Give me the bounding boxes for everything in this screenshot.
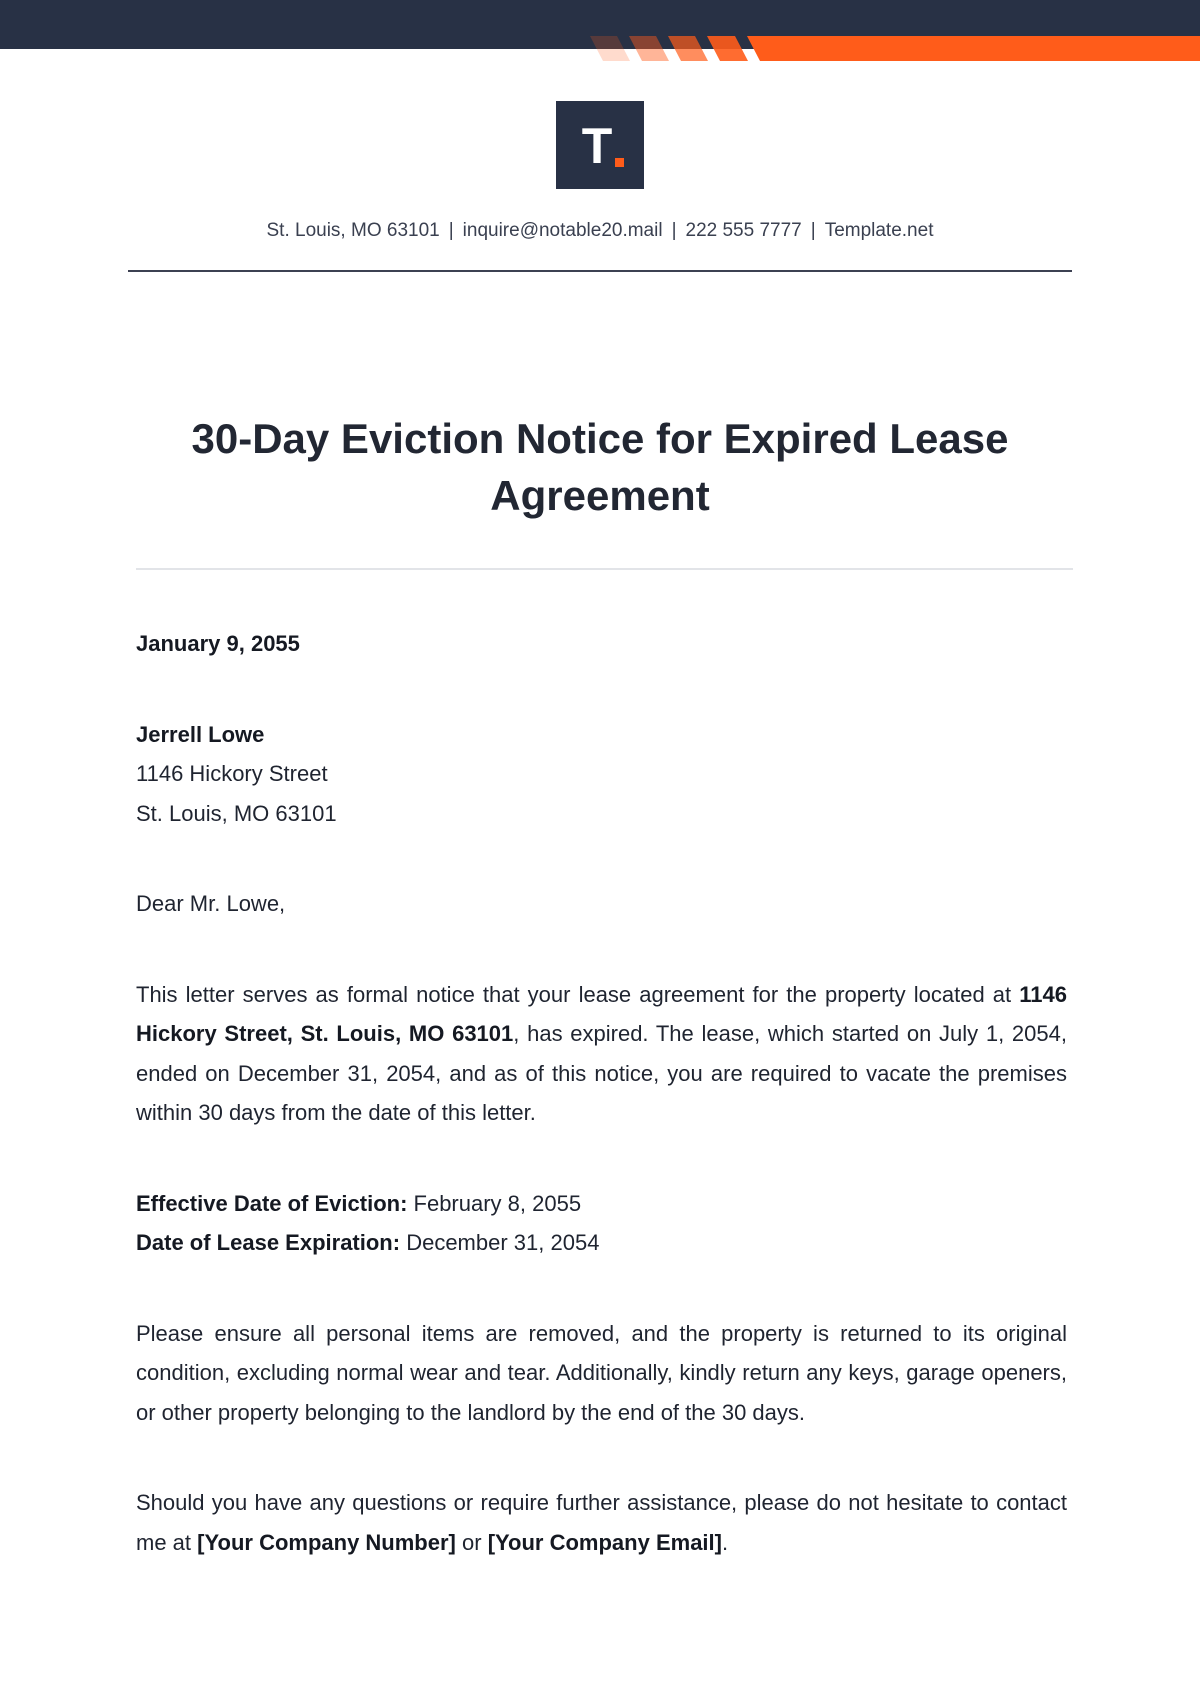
contact-phone: 222 555 7777 [685, 220, 802, 241]
document-title: 30-Day Eviction Notice for Expired Lease Agreement [191, 415, 1009, 519]
logo-letter: T [581, 118, 613, 174]
lease-expiration-line [136, 1223, 1067, 1263]
title-divider [136, 568, 1073, 570]
company-email-placeholder: [Your Company Email] [487, 1529, 722, 1555]
header-accent-stripes [0, 36, 1200, 61]
contact-paragraph [136, 1483, 1067, 1562]
accent-band [747, 36, 1200, 61]
letter-date: January 9, 2055 [136, 631, 300, 656]
contact-separator: | [671, 220, 677, 241]
accent-stripe-3 [668, 36, 708, 61]
contact-end: . [721, 1529, 729, 1555]
eviction-date-line [136, 1184, 1067, 1224]
notice-rest: , has expired. The lease, which started on July 1, 2054, ended on December 31, 2054, and as of this notice, you are required to vacate the premises within 30 days from the date of this letter. [136, 1021, 1067, 1125]
lease-expiration-value: December 31, 2054 [406, 1230, 600, 1255]
recipient-name: Jerrell Lowe [136, 721, 265, 747]
accent-stripe-2 [629, 36, 669, 61]
eviction-date-label: Effective Date of Eviction: [136, 1190, 408, 1216]
lease-expiration-label: Date of Lease Expiration: [136, 1230, 401, 1255]
header-divider [128, 270, 1072, 272]
property-address: 1146 Hickory Street, St. Louis, MO 63101 [136, 981, 1067, 1046]
contact-address: St. Louis, MO 63101 [266, 220, 440, 241]
letter-body [136, 624, 1067, 1562]
contact-connector: or [462, 1529, 482, 1555]
contact-line [0, 220, 1200, 242]
eviction-date-value: February 8, 2055 [413, 1190, 582, 1216]
accent-stripe-4 [707, 36, 748, 61]
salutation: Dear Mr. Lowe, [136, 891, 286, 916]
company-number-placeholder: [Your Company Number] [197, 1529, 456, 1555]
recipient-city: St. Louis, MO 63101 [136, 800, 337, 826]
company-logo [556, 101, 644, 189]
notice-intro: This letter serves as formal notice that your lease agreement for the property located at [136, 981, 1012, 1007]
accent-stripe-1 [590, 36, 630, 61]
contact-intro: Should you have any questions or require further assistance, please do not hesitate to contact me at [136, 1490, 1067, 1555]
logo-dot [615, 158, 624, 167]
instructions-paragraph: Please ensure all personal items are removed, and the property is returned to its original condition, excluding normal wear and tear. Additionally, kindly return any keys, garage openers, or other property belonging to the landlord by the end of the 30 days. [136, 1320, 1067, 1425]
contact-separator: | [448, 220, 454, 241]
notice-paragraph [136, 975, 1067, 1133]
contact-website: Template.net [824, 220, 934, 241]
contact-separator: | [810, 220, 816, 241]
contact-email: inquire@notable20.mail [462, 220, 663, 241]
recipient-street: 1146 Hickory Street [136, 761, 328, 786]
